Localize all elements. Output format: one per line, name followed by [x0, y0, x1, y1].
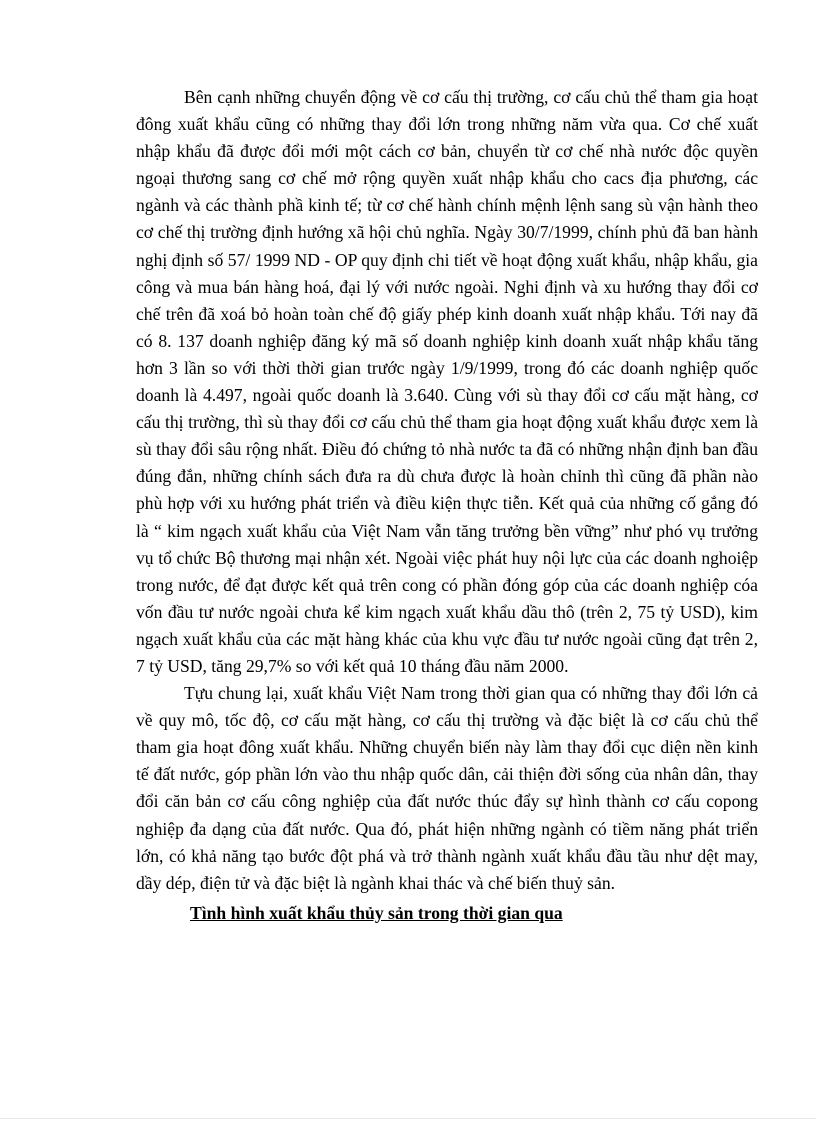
paragraph-summary: Tựu chung lại, xuất khẩu Việt Nam trong thời gian qua có những thay đổi lớn cả về quy mô, tốc độ, cơ cấu mặt hàng, cơ cấu thị trường và đặc biệt là cơ cấu chủ thể tham gia hoạt đông xuất khẩu. Những chuyển biến này làm thay đổi cục diện nền kinh tế đất nước, góp phần lớn vào thu nhập quốc dân, cải thiện đời sống của nhân dân, thay đổi căn bản cơ cấu công nghiệp của đất nước thúc đẩy sự hình thành cơ cấu copong nghiệp đa dạng của đất nước. Qua đó, phát hiện những ngành có tiềm năng phát triển lớn, có khả năng tạo bước đột phá và trở thành ngành xuất khẩu đầu tầu như dệt may, dầy dép, điện tử và đặc biệt là ngành khai thác và chế biến thuỷ sản. — [136, 683, 758, 893]
paragraph-structure-change: Bên cạnh những chuyển động về cơ cấu thị trường, cơ cấu chủ thể tham gia hoạt đông xuất khẩu cũng có những thay đổi lớn trong những năm vừa qua. Cơ chế xuất nhập khẩu đã được đổi mới một cách cơ bản, chuyển từ cơ chế nhà nước độc quyền ngoại thương sang cơ chế mở rộng quyền xuất nhập khẩu cho cacs địa phương, các ngành và các thành phầ kinh tế; từ cơ chế hành chính mệnh lệnh sang sù vận hành theo cơ chế thị trường định hướng xã hội chủ nghĩa. Ngày 30/7/1999, chính phủ đã ban hành nghị định số 57/ 1999 ND - OP quy định chi tiết về hoạt động xuất khẩu, nhập khẩu, gia công và mua bán hàng hoá, đại lý với nước ngoài. Nghi định và xu hướng thay đổi cơ chế trên đã xoá bỏ hoàn toàn chế độ giấy phép kinh doanh xuất nhập khẩu. Tới nay đã có 8. 137 doanh nghiệp đăng ký mã số doanh nghiệp kinh doanh xuất nhập khẩu tăng hơn 3 lần so với thời thời gian trước ngày 1/9/1999, trong đó các doanh nghiệp quốc doanh là 4.497, ngoài quốc doanh là 3.640. Cùng với sù thay đổi cơ cấu mặt hàng, cơ cấu thị trường, thì sù thay đổi cơ cấu chủ thể tham gia hoạt động xuất khẩu được xem là sù thay đổi sâu rộng nhất. Điều đó chứng tỏ nhà nước ta đã có những nhận định ban đầu đúng đắn, những chính sách đưa ra dù chưa được là hoàn chỉnh thì cũng đã phần nào phù hợp với xu hướng phát triển và điều kiện thực tiễn. Kết quả của những cố gắng đó là “ kim ngạch xuất khẩu của Việt Nam vẫn tăng trưởng bền vững” như phó vụ trưởng vụ tổ chức Bộ thương mại nhận xét. Ngoài việc phát huy nội lực của các doanh nghoiệp trong nước, để đạt được kết quả trên cong có phần đóng góp của các doanh nghiệp cóa vốn đầu tư nước ngoài chưa kể kim ngạch xuất khẩu dầu thô (trên 2, 75 tỷ USD), kim ngạch xuất khẩu của các mặt hàng khác của khu vực đầu tư nước ngoài cũng đạt trên 2, 7 tỷ USD, tăng 29,7% so với kết quả 10 tháng đầu năm 2000. — [136, 87, 758, 676]
document-page — [136, 84, 758, 927]
page-bottom-divider — [0, 1118, 816, 1119]
section-heading: Tình hình xuất khẩu thủy sản trong thời gian qua — [190, 902, 563, 923]
